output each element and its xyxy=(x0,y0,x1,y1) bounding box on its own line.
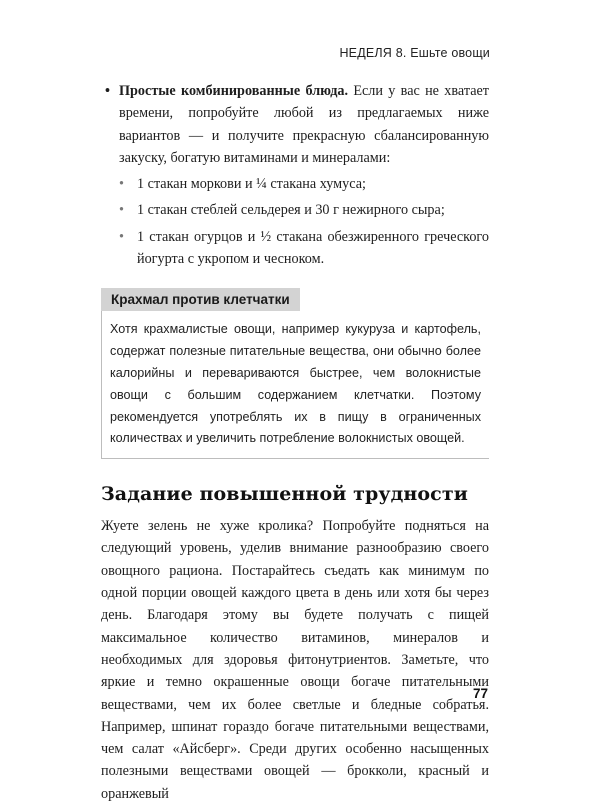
bullet-dot: • xyxy=(119,176,124,193)
sidebar-box xyxy=(101,288,489,459)
combos-list xyxy=(101,173,489,270)
list-item xyxy=(119,173,489,195)
list-item-text: 1 стакан стеблей сельдерея и 30 г нежирного сыра; xyxy=(137,202,445,219)
list-item-text: 1 стакан огурцов и ½ стакана обезжиренного греческого йогурта с укропом и чесноком. xyxy=(137,228,489,268)
combos-text: Если у вас не хватает времени, попробуйте любой из предлагаемых ниже вариантов — и получите прекрасную сбалансированную закуску, богатую витаминами и минералами: xyxy=(119,83,489,166)
section-heading: Задание повышенной трудности xyxy=(101,483,468,506)
challenge-paragraph: Жуете зелень не хуже кролика? Попробуйте подняться на следующий уровень, уделив внимание разнообразию своего овощного рациона. Постарайтесь съедать как минимум по одной порции овощей каждого цвета в день или хотя бы через день. Благодаря этому вы будете получать с пищей максимальное количество витаминов, минералов и необходимых для здоровья фитонутриентов. Заметьте, что яркие и темно окрашенные овощи богаче питательными веществами, чем их более светлые и бледные собратья. Например, шпинат гораздо богаче питательными веществами, чем салат «Айсберг». Среди других особенно насыщенных полезными веществами овощей — брокколи, красный и оранжевый xyxy=(101,518,489,802)
page-number: 77 xyxy=(472,686,488,701)
sidebar-body: Хотя крахмалистые овощи, например кукуруза и картофель, содержат полезные питательные вещества, они обычно более калорийны и перевариваются быстрее, чем волокнистые овощи с большим содержанием клетчатки. Поэтому рекомендуется употреблять их в пищу в ограниченных количествах и увеличить потребление волокнистых овощей. xyxy=(101,311,489,459)
bullet-dot: • xyxy=(119,228,124,245)
bullet-dot: • xyxy=(105,83,110,99)
list-item-text: 1 стакан моркови и ¼ стакана хумуса; xyxy=(137,176,366,193)
running-head: НЕДЕЛЯ 8. Ешьте овощи xyxy=(339,46,490,60)
sidebar-title: Крахмал против клетчатки xyxy=(101,288,300,311)
list-item xyxy=(119,199,489,221)
combos-bullet xyxy=(101,80,489,169)
combos-lead: Простые комбинированные блюда. xyxy=(119,83,349,99)
page-content xyxy=(101,70,489,805)
list-item xyxy=(119,226,489,271)
bullet-dot: • xyxy=(119,202,124,219)
